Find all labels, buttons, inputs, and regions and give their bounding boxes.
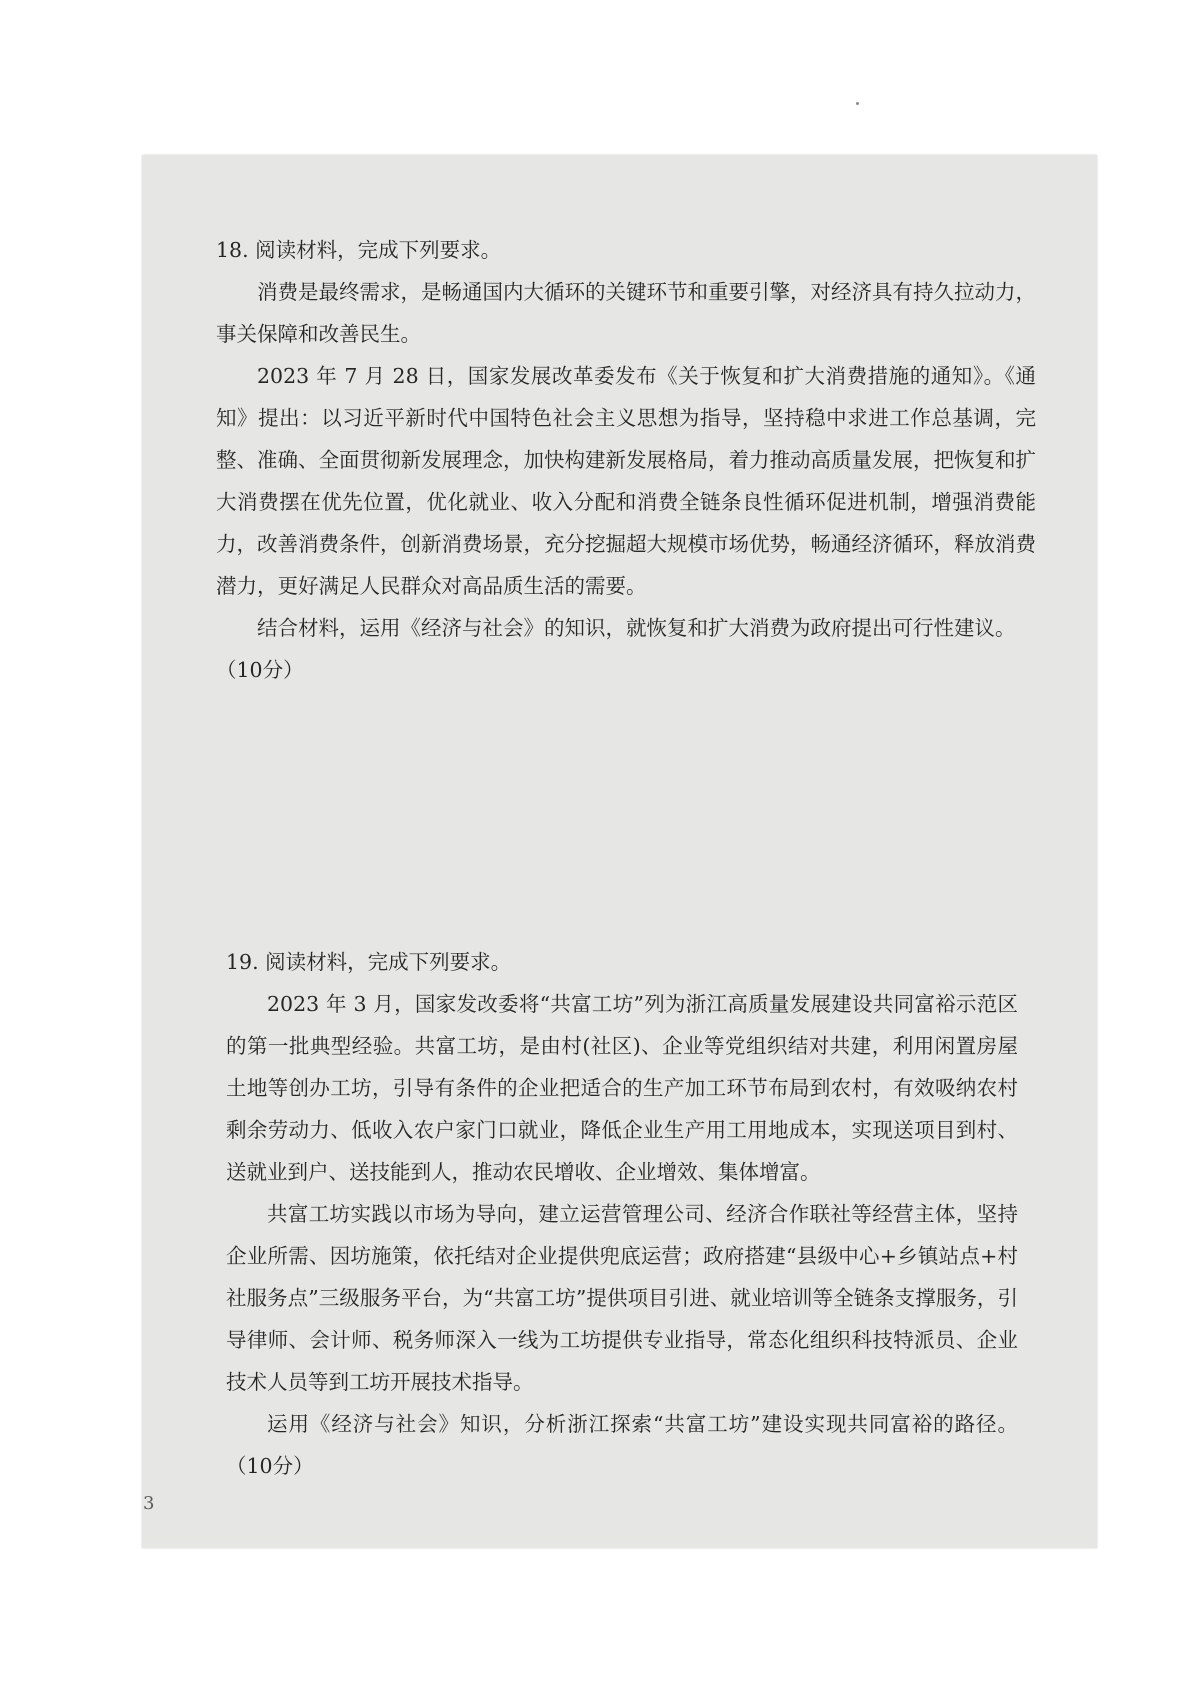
question-18-paragraph-2: 2023 年 7 月 28 日，国家发展改革委发布《关于恢复和扩大消费措施的通知》。《通知》提出：以习近平新时代中国特色社会主义思想为指导，坚持稳中求进工作总基调，完整、准确、全面贯彻新发展理念，加快构建新发展格局，着力推动高质量发展，把恢复和扩大消费摆在优先位置，优化就业、收入分配和消费全链条良性循环促进机制，增强消费能力，改善消费条件，创新消费场景，充分挖掘超大规模市场优势，畅通经济循环，释放消费潜力，更好满足人民群众对高品质生活的需要。 [216,364,1036,598]
question-19-paragraph-1: 2023 年 3 月，国家发改委将“共富工坊”列为浙江高质量发展建设共同富裕示范区的第一批典型经验。共富工坊，是由村(社区)、企业等党组织结对共建，利用闲置房屋土地等创办工坊，引导有条件的企业把适合的生产加工环节布局到农村，有效吸纳农村剩余劳动力、低收入农户家门口就业，降低企业生产用工用地成本，实现送项目到村、送就业到户、送技能到人，推动农民增收、企业增效、集体增富。 [226,992,1018,1184]
page-number: 3 [143,1493,155,1514]
question-19-prompt: 运用《经济与社会》知识，分析浙江探索“共富工坊”建设实现共同富裕的路径。（10分） [226,1412,1018,1478]
question-18 [216,229,1036,691]
question-18-prompt: 结合材料，运用《经济与社会》的知识，就恢复和扩大消费为政府提出可行性建议。 [257,616,1016,640]
scan-speck [856,102,859,105]
question-19-paragraph-2: 共富工坊实践以市场为导向，建立运营管理公司、经济合作联社等经营主体，坚持企业所需、因坊施策，依托结对企业提供兜底运营；政府搭建“县级中心+乡镇站点+村社服务点”三级服务平台，为“共富工坊”提供项目引进、就业培训等全链条支撑服务，引导律师、会计师、税务师深入一线为工坊提供专业指导，常态化组织科技特派员、企业技术人员等到工坊开展技术指导。 [226,1202,1018,1394]
question-18-title: 18. 阅读材料，完成下列要求。 [216,238,502,262]
question-18-score: （10分） [216,658,304,682]
question-19 [226,941,1018,1487]
question-19-title: 19. 阅读材料，完成下列要求。 [226,950,512,974]
question-18-paragraph-1: 消费是最终需求，是畅通国内大循环的关键环节和重要引擎，对经济具有持久拉动力，事关保障和改善民生。 [216,280,1036,346]
exam-page [142,155,1097,1548]
